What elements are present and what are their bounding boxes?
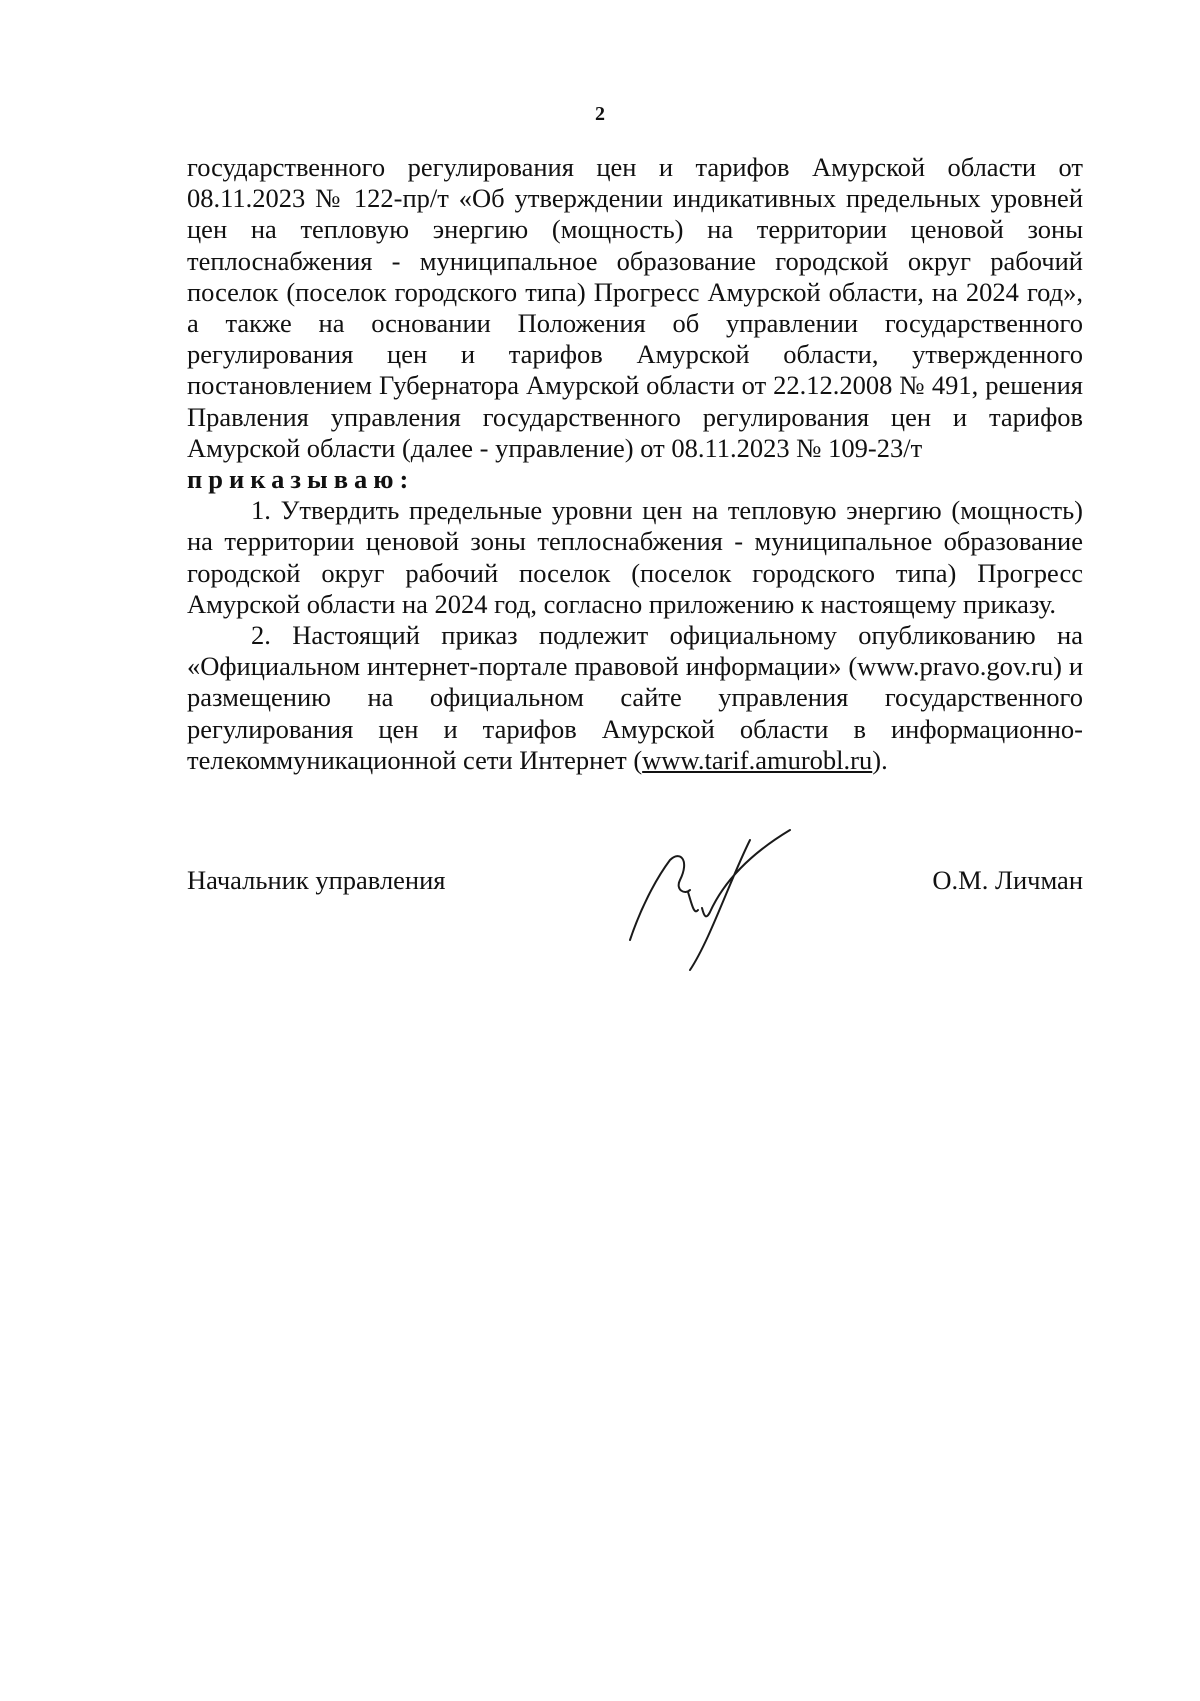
tarif-site-link[interactable]: www.tarif.amurobl.ru [642, 744, 873, 775]
intro-paragraph: государственного регулирования цен и тарифов Амурской области от 08.11.2023 № 122-пр/т «Об утверждении индикативных предельных уровней цен на тепловую энергию (мощность) на территории ценовой зоны теплоснабжения - муниципальное образование городской округ рабочий поселок (поселок городского типа) Прогресс Амурской области, на 2024 год», а также на основании Положения об управлении государственного регулирования цен и тарифов Амурской области, утвержденного постановлением Губернатора Амурской области от 22.12.2008 № 491, решения Правления управления государственного регулирования цен и тарифов Амурской области (далее - управление) от 08.11.2023 № 109-23/т [187, 152, 1083, 463]
page-number: 2 [595, 103, 605, 125]
item-2-paragraph [187, 620, 1083, 776]
signatory-position: Начальник управления [187, 865, 446, 895]
signature-block [0, 860, 1200, 980]
order-word: приказываю: [187, 464, 415, 495]
handwritten-signature [610, 820, 810, 980]
item-1-paragraph: 1. Утвердить предельные уровни цен на тепловую энергию (мощность) на территории ценовой зоны теплоснабжения - муниципальное образование городской округ рабочий поселок (поселок городского типа) Прогресс Амурской области на 2024 год, согласно приложению к настоящему приказу. [187, 495, 1083, 619]
item-2-end: ). [872, 744, 888, 775]
signatory-name: О.М. Личман [932, 865, 1083, 895]
document-body [187, 152, 1083, 776]
item-2-text: 2. Настоящий приказ подлежит официальному опубликованию на «Официальном интернет-портале правовой информации» (www.pravo.gov.ru) и размещению на официальном сайте управления государственного регулирования цен и тарифов Амурской области в информационно-телекоммуникационной сети Интернет ( [187, 620, 1083, 775]
